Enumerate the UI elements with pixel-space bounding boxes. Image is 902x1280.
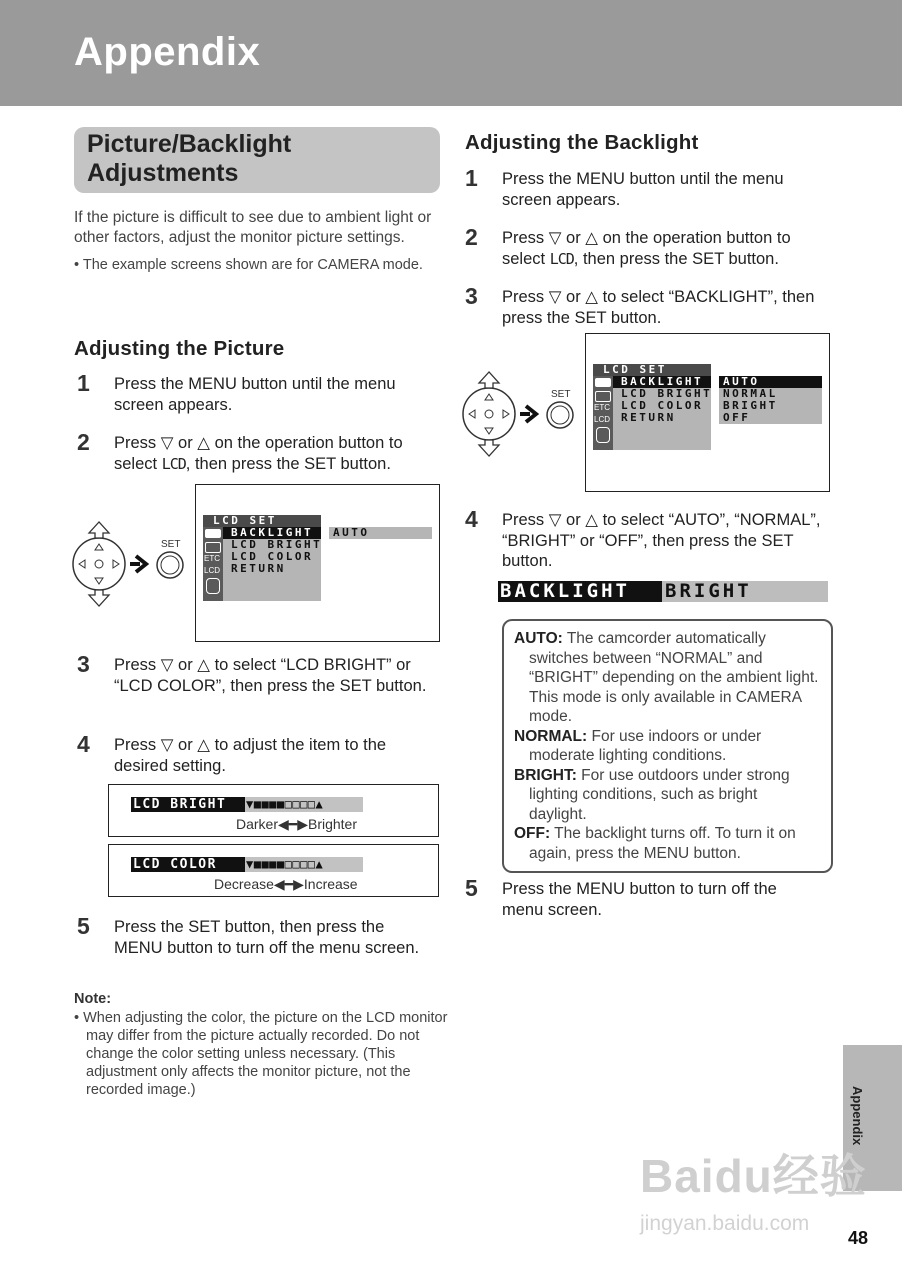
mode-desc: The backlight turns off. To turn it on again, press the MENU button. bbox=[529, 825, 796, 862]
step-text-b: , then press the SET button. bbox=[185, 454, 391, 473]
mode-off bbox=[514, 824, 819, 863]
backlight-display-label: BACKLIGHT bbox=[500, 580, 630, 602]
color-level-meter: ▼■■■■□□□□▲ bbox=[246, 857, 324, 871]
menu-item-backlight: BACKLIGHT bbox=[621, 375, 704, 388]
camera-icon bbox=[595, 378, 611, 387]
step-number: 3 bbox=[77, 651, 90, 677]
lcd-bright-panel bbox=[108, 784, 439, 837]
step-text: Press ▽ or △ to select “BACKLIGHT”, then press the SET button. bbox=[502, 288, 815, 327]
step-text: Press the SET button, then press the MENU button to turn off the menu screen. bbox=[114, 918, 420, 957]
option-auto: AUTO bbox=[723, 375, 760, 388]
step-text: Press ▽ or △ to adjust the item to the desired setting. bbox=[114, 736, 387, 775]
menu-item-lcd-bright: LCD BRIGHT bbox=[231, 538, 323, 551]
playback-icon bbox=[205, 542, 221, 553]
bright-scale bbox=[236, 816, 357, 833]
section-title bbox=[87, 130, 291, 188]
etc-icon: ETC bbox=[594, 403, 610, 412]
section-title-line1: Picture/Backlight bbox=[87, 130, 292, 158]
option-normal: NORMAL bbox=[723, 387, 778, 400]
step-number: 3 bbox=[465, 283, 478, 309]
picture-heading: Adjusting the Picture bbox=[74, 337, 285, 360]
side-tab-label: Appendix bbox=[850, 1086, 865, 1146]
note-title: Note: bbox=[74, 991, 112, 1007]
step-number: 5 bbox=[77, 913, 90, 939]
step-text-a: Press ▽ or △ on the operation button to select bbox=[502, 229, 791, 268]
intro-bullet: • The example screens shown are for CAMERA mode. bbox=[74, 257, 423, 273]
backlight-menu-screen bbox=[585, 333, 830, 492]
step-text bbox=[502, 228, 822, 269]
mode-auto bbox=[514, 629, 819, 727]
step-number: 1 bbox=[465, 165, 478, 191]
step-text: Press ▽ or △ to select “AUTO”, “NORMAL”, “BRIGHT” or “OFF”, then press the SET button. bbox=[502, 511, 821, 570]
menu-header: LCD SET bbox=[213, 514, 277, 527]
backlight-heading: Adjusting the Backlight bbox=[465, 131, 699, 154]
watermark-logo: Baidu经验 bbox=[640, 1150, 867, 1202]
decrease-label: Decrease bbox=[214, 876, 274, 892]
operation-button-icon bbox=[70, 520, 190, 608]
step-text-b: , then press the SET button. bbox=[573, 249, 779, 268]
step-number: 2 bbox=[77, 429, 90, 455]
backlight-display-value: BRIGHT bbox=[665, 580, 752, 602]
step-text: Press the MENU button until the menu screen appears. bbox=[114, 375, 396, 414]
menu-item-lcd-color: LCD COLOR bbox=[621, 399, 704, 412]
step-number: 4 bbox=[465, 506, 478, 532]
mode-desc: For use indoors or under moderate lighting conditions. bbox=[529, 727, 762, 764]
lcd-menu-icon: LCD bbox=[594, 415, 611, 424]
lcd-menu-icon: LCD bbox=[204, 566, 221, 575]
menu-value: AUTO bbox=[333, 526, 370, 539]
option-off: OFF bbox=[723, 411, 751, 424]
step-number: 2 bbox=[465, 224, 478, 250]
bright-level-meter: ▼■■■■□□□□▲ bbox=[246, 797, 324, 811]
return-icon bbox=[206, 578, 220, 594]
step-text-a: Press ▽ or △ on the operation button to select bbox=[114, 434, 403, 473]
color-bar-label: LCD COLOR bbox=[133, 857, 217, 872]
camera-icon bbox=[205, 529, 221, 538]
step-number: 5 bbox=[465, 875, 478, 901]
operation-button-icon bbox=[462, 370, 582, 458]
intro-block bbox=[74, 208, 444, 274]
mode-term: NORMAL: bbox=[514, 727, 588, 745]
watermark-url: jingyan.baidu.com bbox=[640, 1212, 810, 1235]
menu-item-return: RETURN bbox=[621, 411, 676, 424]
set-button-label: SET bbox=[551, 389, 571, 400]
double-arrow-icon: ◀━▶ bbox=[273, 876, 304, 892]
step-text: Press the MENU button to turn off the menu screen. bbox=[502, 880, 777, 919]
lcd-icon: LCD bbox=[161, 454, 186, 473]
mode-term: BRIGHT: bbox=[514, 766, 577, 784]
mode-normal bbox=[514, 727, 819, 766]
darker-label: Darker bbox=[236, 816, 279, 832]
increase-label: Increase bbox=[303, 876, 358, 892]
color-scale bbox=[214, 876, 358, 893]
menu-item-backlight: BACKLIGHT bbox=[231, 526, 314, 539]
step-number: 4 bbox=[77, 731, 90, 757]
step-number: 1 bbox=[77, 370, 90, 396]
menu-item-lcd-color: LCD COLOR bbox=[231, 550, 314, 563]
page-number: 48 bbox=[848, 1228, 869, 1248]
etc-icon: ETC bbox=[204, 554, 220, 563]
section-title-line2: Adjustments bbox=[87, 159, 239, 187]
lcd-icon: LCD bbox=[549, 249, 574, 268]
lcd-color-panel bbox=[108, 844, 439, 897]
intro-text: If the picture is difficult to see due to ambient light or other factors, adjust the monitor picture settings. bbox=[74, 209, 432, 246]
mode-term: AUTO: bbox=[514, 630, 563, 647]
mode-desc: For use outdoors under strong lighting conditions, such as bright daylight. bbox=[529, 766, 790, 823]
option-bright: BRIGHT bbox=[723, 399, 778, 412]
set-button-label: SET bbox=[161, 539, 181, 550]
backlight-modes-list bbox=[514, 629, 819, 863]
page-title: Appendix bbox=[74, 30, 261, 74]
double-arrow-icon: ◀━▶ bbox=[278, 816, 308, 832]
step-text: Press the MENU button until the menu screen appears. bbox=[502, 170, 784, 209]
note-text: • When adjusting the color, the picture on the LCD monitor may differ from the picture actually recorded. Do not change the color setting unless necessary. (This adjustment only affects the monitor picture, not the recorded image.) bbox=[74, 1010, 448, 1098]
mode-term: OFF: bbox=[514, 825, 551, 842]
menu-header: LCD SET bbox=[603, 363, 667, 376]
mode-bright bbox=[514, 766, 819, 825]
lcd-menu-screen bbox=[195, 484, 440, 642]
step-text: Press ▽ or △ to select “LCD BRIGHT” or “LCD COLOR”, then press the SET button. bbox=[114, 656, 427, 695]
menu-item-lcd-bright: LCD BRIGHT bbox=[621, 387, 713, 400]
step-text bbox=[114, 433, 434, 474]
menu-item-return: RETURN bbox=[231, 562, 286, 575]
bright-bar-label: LCD BRIGHT bbox=[133, 797, 227, 812]
brighter-label: Brighter bbox=[307, 816, 358, 832]
return-icon bbox=[596, 427, 610, 443]
mode-desc: The camcorder automatically switches between “NORMAL” and “BRIGHT” depending on the ambient light. This mode is only available in CAMERA mode. bbox=[529, 630, 819, 725]
playback-icon bbox=[595, 391, 611, 402]
